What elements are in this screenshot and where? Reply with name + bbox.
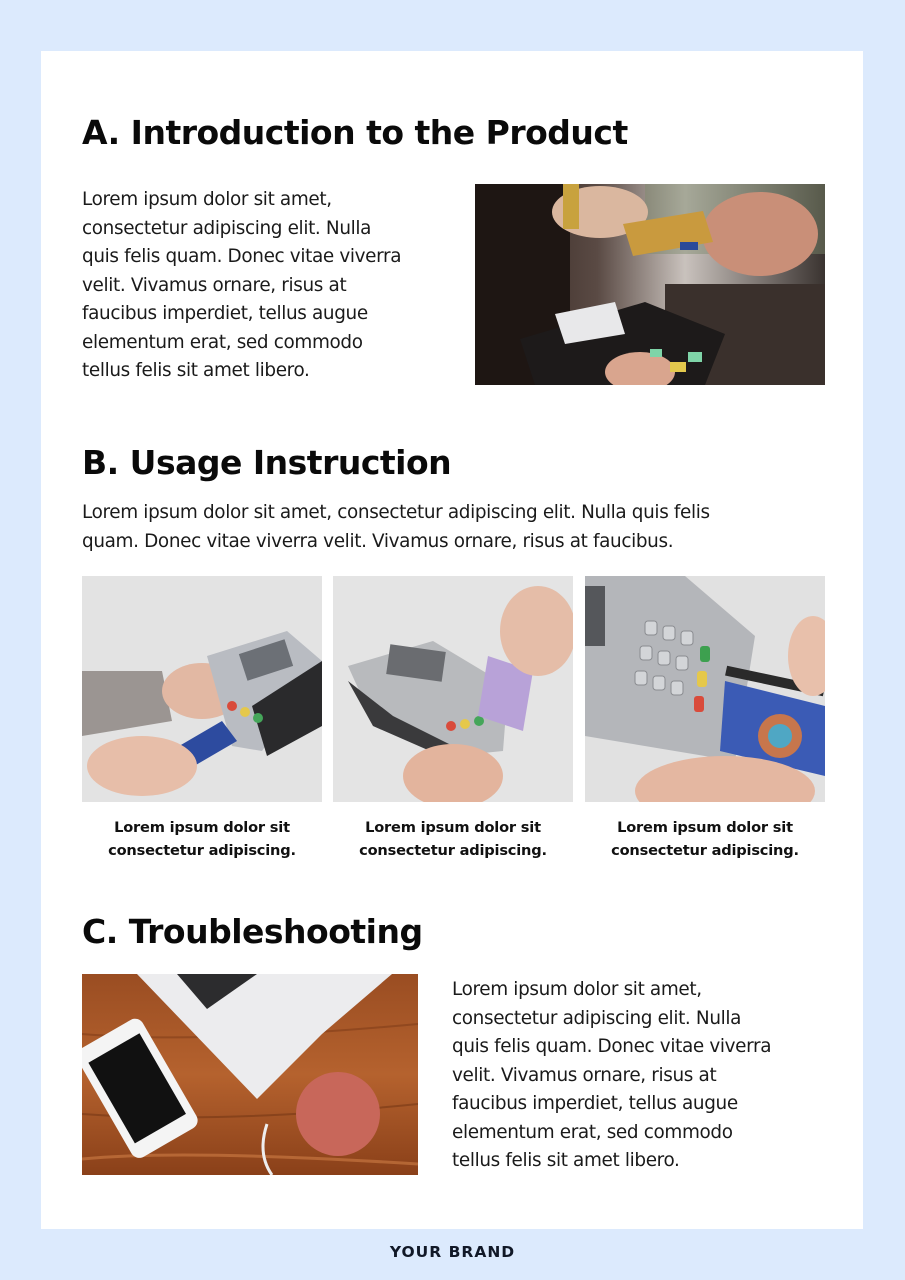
section-intro-body: Lorem ipsum dolor sit amet, consectetur adipiscing elit. Nulla quis felis quam. Donec vitae viverra velit. Vivamus ornare, risus at faucibus imperdiet, tellus augue elementum erat, sed commodo tellus felis sit amet libero.	[82, 189, 402, 381]
section-intro-heading: A. Introduction to the Product	[82, 113, 628, 152]
document-page	[41, 51, 863, 1229]
usage-step-3-caption: Lorem ipsum dolor sit consectetur adipiscing.	[611, 819, 799, 859]
usage-step-1-caption: Lorem ipsum dolor sit consectetur adipiscing.	[108, 819, 296, 859]
usage-step-3-photo	[585, 576, 825, 802]
usage-step-2-caption: Lorem ipsum dolor sit consectetur adipiscing.	[359, 819, 547, 859]
section-usage-heading: B. Usage Instruction	[82, 443, 452, 482]
usage-step-1-photo	[82, 576, 322, 802]
section-usage-body: Lorem ipsum dolor sit amet, consectetur adipiscing elit. Nulla quis felis quam. Donec vitae viverra velit. Vivamus ornare, risus at faucibus.	[82, 502, 710, 552]
intro-photo-card-payment	[475, 184, 825, 385]
section-troubleshooting-heading: C. Troubleshooting	[82, 912, 423, 951]
troubleshooting-photo-desk	[82, 974, 418, 1175]
footer-brand: YOUR BRAND	[389, 1243, 516, 1261]
usage-step-2-photo	[333, 576, 573, 802]
section-troubleshooting-body: Lorem ipsum dolor sit amet, consectetur adipiscing elit. Nulla quis felis quam. Donec vitae viverra velit. Vivamus ornare, risus at faucibus imperdiet, tellus augue elementum erat, sed commodo tellus felis sit amet libero.	[452, 979, 772, 1171]
